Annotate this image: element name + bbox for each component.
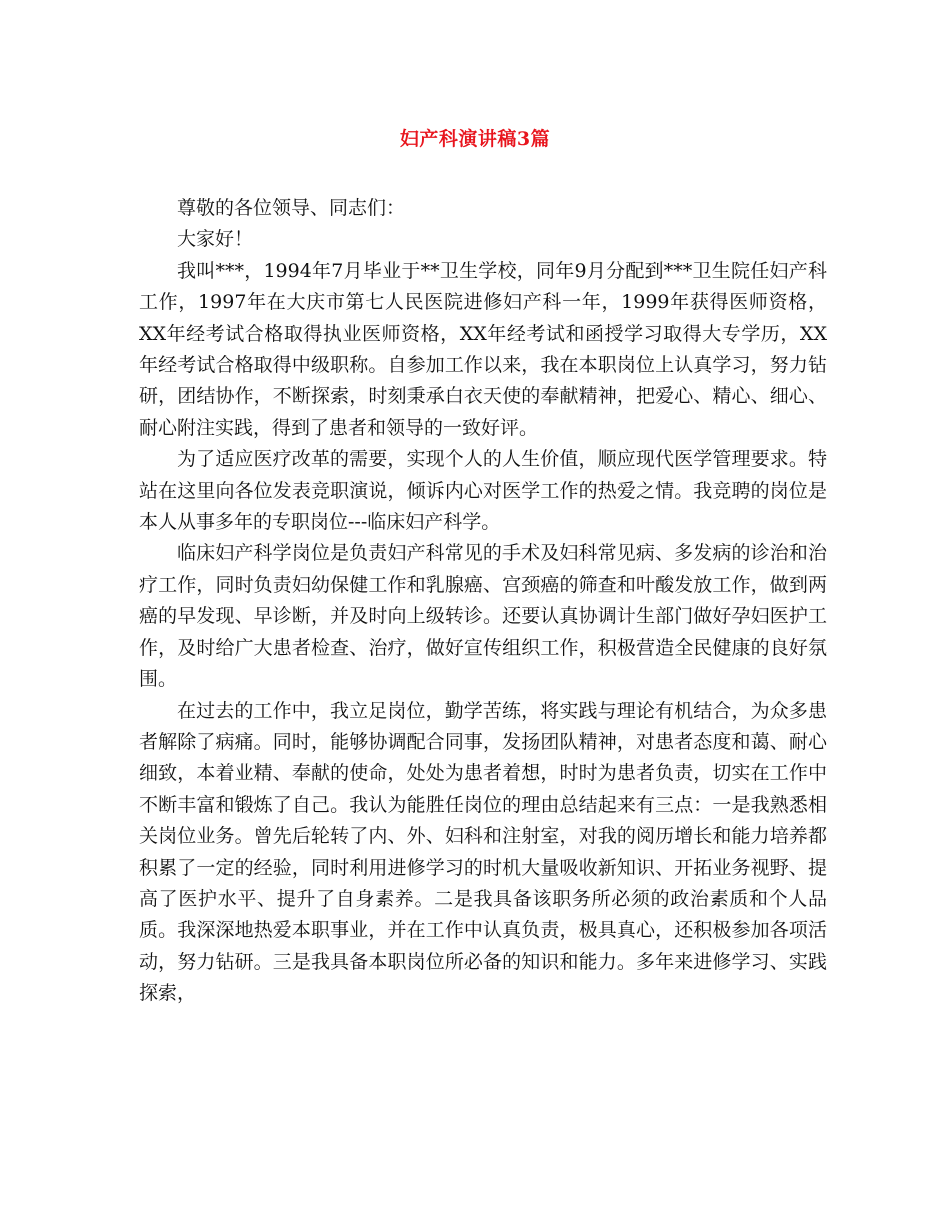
salutation-paragraph: 尊敬的各位领导、同志们：	[177, 197, 406, 219]
body-paragraph: 为了适应医疗改革的需要，实现个人的人生价值，顺应现代医学管理要求。特站在这里向各位发表竞职演说，倾诉内心对医学工作的热爱之情。我竞聘的岗位是本人从事多年的专职岗位---临床妇产科学。	[139, 448, 827, 534]
body-paragraph: 我叫***，1994年7月毕业于**卫生学校，同年9月分配到***卫生院任妇产科工作，1997年在大庆市第七人民医院进修妇产科一年，1999年获得医师资格，XX年经考试合格取得执业医师资格，XX年经考试和函授学习取得大专学历，XX年经考试合格取得中级职称。自参加工作以来，我在本职岗位上认真学习，努力钻研，团结协作，不断探索，时刻秉承白衣天使的奉献精神，把爱心、精心、细心、耐心附注实践，得到了患者和领导的一致好评。	[139, 259, 827, 439]
greeting-paragraph: 大家好！	[177, 228, 254, 251]
body-paragraph: 临床妇产科学岗位是负责妇产科常见的手术及妇科常见病、多发病的诊治和治疗工作，同时负责妇幼保健工作和乳腺癌、宫颈癌的筛查和叶酸发放工作，做到两癌的早发现、早诊断，并及时向上级转诊。还要认真协调计生部门做好孕妇医护工作，及时给广大患者检查、治疗，做好宣传组织工作，积极营造全民健康的良好氛围。	[139, 542, 827, 691]
document-title: 妇产科演讲稿3篇	[399, 128, 551, 150]
body-paragraph: 在过去的工作中，我立足岗位，勤学苦练，将实践与理论有机结合，为众多患者解除了病痛。同时，能够协调配合同事，发扬团队精神，对患者态度和蔼、耐心细致，本着业精、奉献的使命，处处为患者着想，时时为患者负责，切实在工作中不断丰富和锻炼了自己。我认为能胜任岗位的理由总结起来有三点：一是我熟悉相关岗位业务。曾先后轮转了内、外、妇科和注射室，对我的阅历增长和能力培养都积累了一定的经验，同时利用进修学习的时机大量吸收新知识、开拓业务视野、提高了医护水平、提升了自身素养。二是我具备该职务所必须的政治素质和个人品质。我深深地热爱本职事业，并在工作中认真负责，极具真心，还积极参加各项活动，努力钻研。三是我具备本职岗位所必备的知识和能力。多年来进修学习、实践探索，	[139, 699, 827, 1005]
document-body	[139, 193, 827, 1010]
